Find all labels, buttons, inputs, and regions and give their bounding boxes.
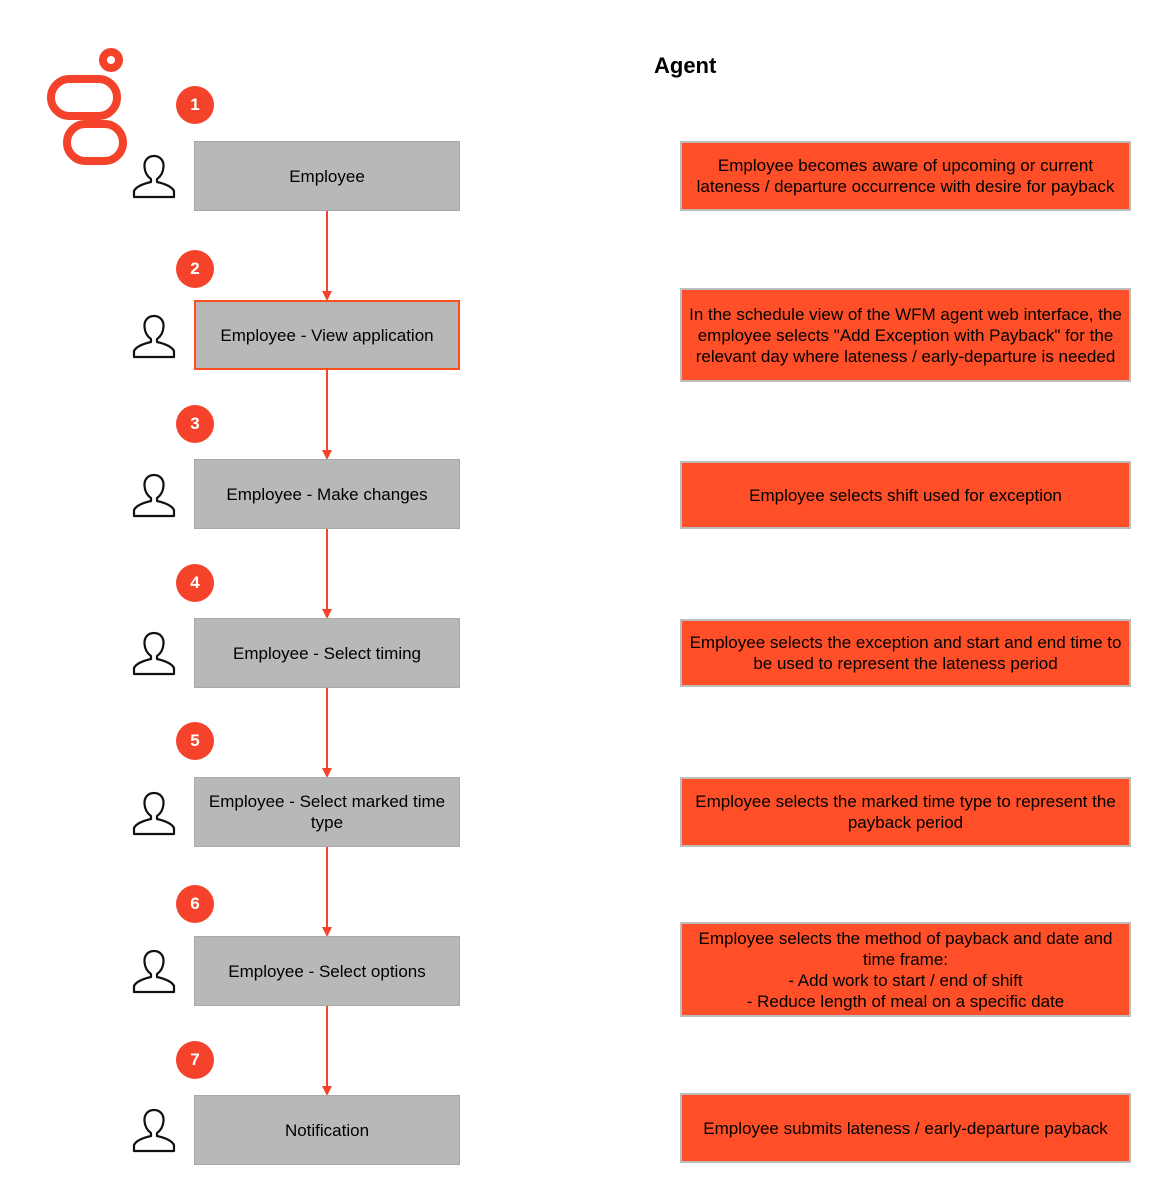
step-box: Employee - Select options [194, 936, 460, 1006]
step-description: Employee selects the exception and start and end time to be used to represent the lateness period [680, 619, 1131, 687]
step-description: Employee selects the method of payback and date and time frame: - Add work to start / end of shift - Reduce length of meal on a specific date [680, 922, 1131, 1017]
step-box: Employee - Select timing [194, 618, 460, 688]
genesys-logo-icon [51, 52, 123, 161]
person-icon [130, 1107, 178, 1153]
step-box: Employee - Select marked time type [194, 777, 460, 847]
person-icon [130, 790, 178, 836]
step-number-badge: 4 [176, 564, 214, 602]
person-icon [130, 313, 178, 359]
person-icon [130, 630, 178, 676]
step-number-badge: 3 [176, 405, 214, 443]
column-heading: Agent [654, 53, 717, 78]
step-number-badge: 2 [176, 250, 214, 288]
step-number-badge: 6 [176, 885, 214, 923]
step-box: Employee - View application [194, 300, 460, 370]
step-description: Employee becomes aware of upcoming or current lateness / departure occurrence with desire for payback [680, 141, 1131, 211]
step-number-badge: 7 [176, 1041, 214, 1079]
step-number-badge: 1 [176, 86, 214, 124]
step-box: Notification [194, 1095, 460, 1165]
step-number-badge: 5 [176, 722, 214, 760]
step-description: In the schedule view of the WFM agent web interface, the employee selects "Add Exception with Payback" for the relevant day where lateness / early-departure is needed [680, 288, 1131, 382]
step-description: Employee selects the marked time type to represent the payback period [680, 777, 1131, 847]
step-box: Employee - Make changes [194, 459, 460, 529]
step-description: Employee selects shift used for exception [680, 461, 1131, 529]
step-description: Employee submits lateness / early-departure payback [680, 1093, 1131, 1163]
person-icon [130, 153, 178, 199]
person-icon [130, 472, 178, 518]
step-box: Employee [194, 141, 460, 211]
person-icon [130, 948, 178, 994]
